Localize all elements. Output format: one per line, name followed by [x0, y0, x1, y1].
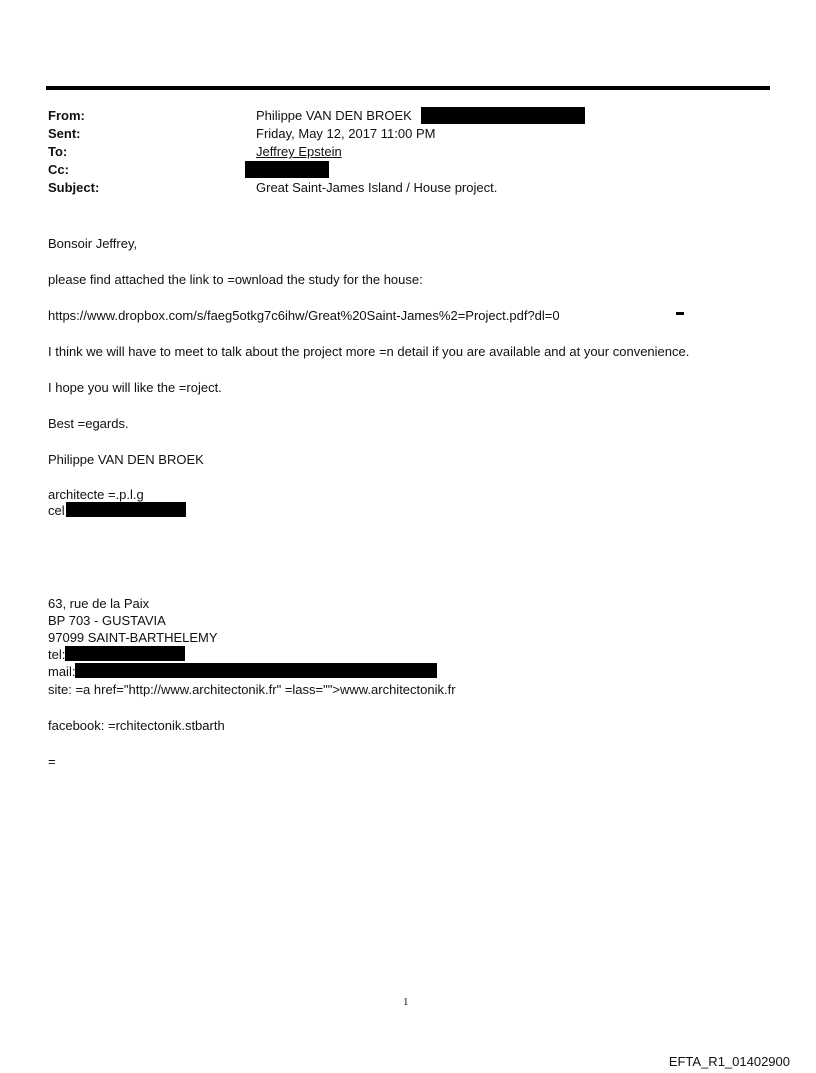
greeting: Bonsoir Jeffrey,	[48, 236, 138, 251]
sent-value: Friday, May 12, 2017 11:00 PM	[256, 126, 436, 141]
site-line: site: =a href="http://www.architectonik.fr" =lass="">www.architectonik.fr	[48, 682, 456, 697]
from-value: Philippe VAN DEN BROEK	[256, 108, 412, 123]
redaction-box	[75, 663, 437, 678]
body-line-1: please find attached the link to =ownload the study for the house:	[48, 272, 423, 287]
redaction-box	[65, 646, 185, 661]
to-label: To:	[48, 144, 68, 159]
signature-name: Philippe VAN DEN BROEK	[48, 452, 204, 467]
subject-label: Subject:	[48, 180, 100, 195]
dropbox-link[interactable]: https://www.dropbox.com/s/faeg5otkg7c6ihw/Great%20Saint-James%2=Project.pdf?dl=0	[48, 308, 560, 323]
body-line-2: I think we will have to meet to talk about the project more =n detail if you are available and at your convenience.	[48, 344, 690, 359]
redaction-box	[421, 107, 585, 124]
page-number: 1	[403, 996, 409, 1008]
body-line-4: Best =egards.	[48, 416, 129, 431]
from-label: From:	[48, 108, 85, 123]
address-line-1: 63, rue de la Paix	[48, 596, 150, 611]
cc-label: Cc:	[48, 162, 69, 177]
mail-line: mail:	[48, 663, 437, 680]
signature-title: architecte =.p.l.g	[48, 487, 144, 502]
redaction-box	[245, 161, 329, 178]
signature-cel: cel	[48, 502, 186, 519]
body-line-3: I hope you will like the =roject.	[48, 380, 222, 395]
trailing-equals: =	[48, 754, 56, 769]
redaction-box	[66, 502, 186, 517]
tel-line: tel:	[48, 646, 185, 663]
facebook-line: facebook: =rchitectonik.stbarth	[48, 718, 225, 733]
address-line-2: BP 703 - GUSTAVIA	[48, 613, 166, 628]
address-line-3: 97099 SAINT-BARTHELEMY	[48, 630, 218, 645]
redaction-mark	[676, 312, 684, 315]
sent-label: Sent:	[48, 126, 81, 141]
document-id: EFTA_R1_01402900	[668, 1054, 790, 1069]
header-rule	[46, 86, 770, 90]
to-value: Jeffrey Epstein	[256, 144, 342, 159]
subject-value: Great Saint-James Island / House project.	[256, 180, 498, 195]
